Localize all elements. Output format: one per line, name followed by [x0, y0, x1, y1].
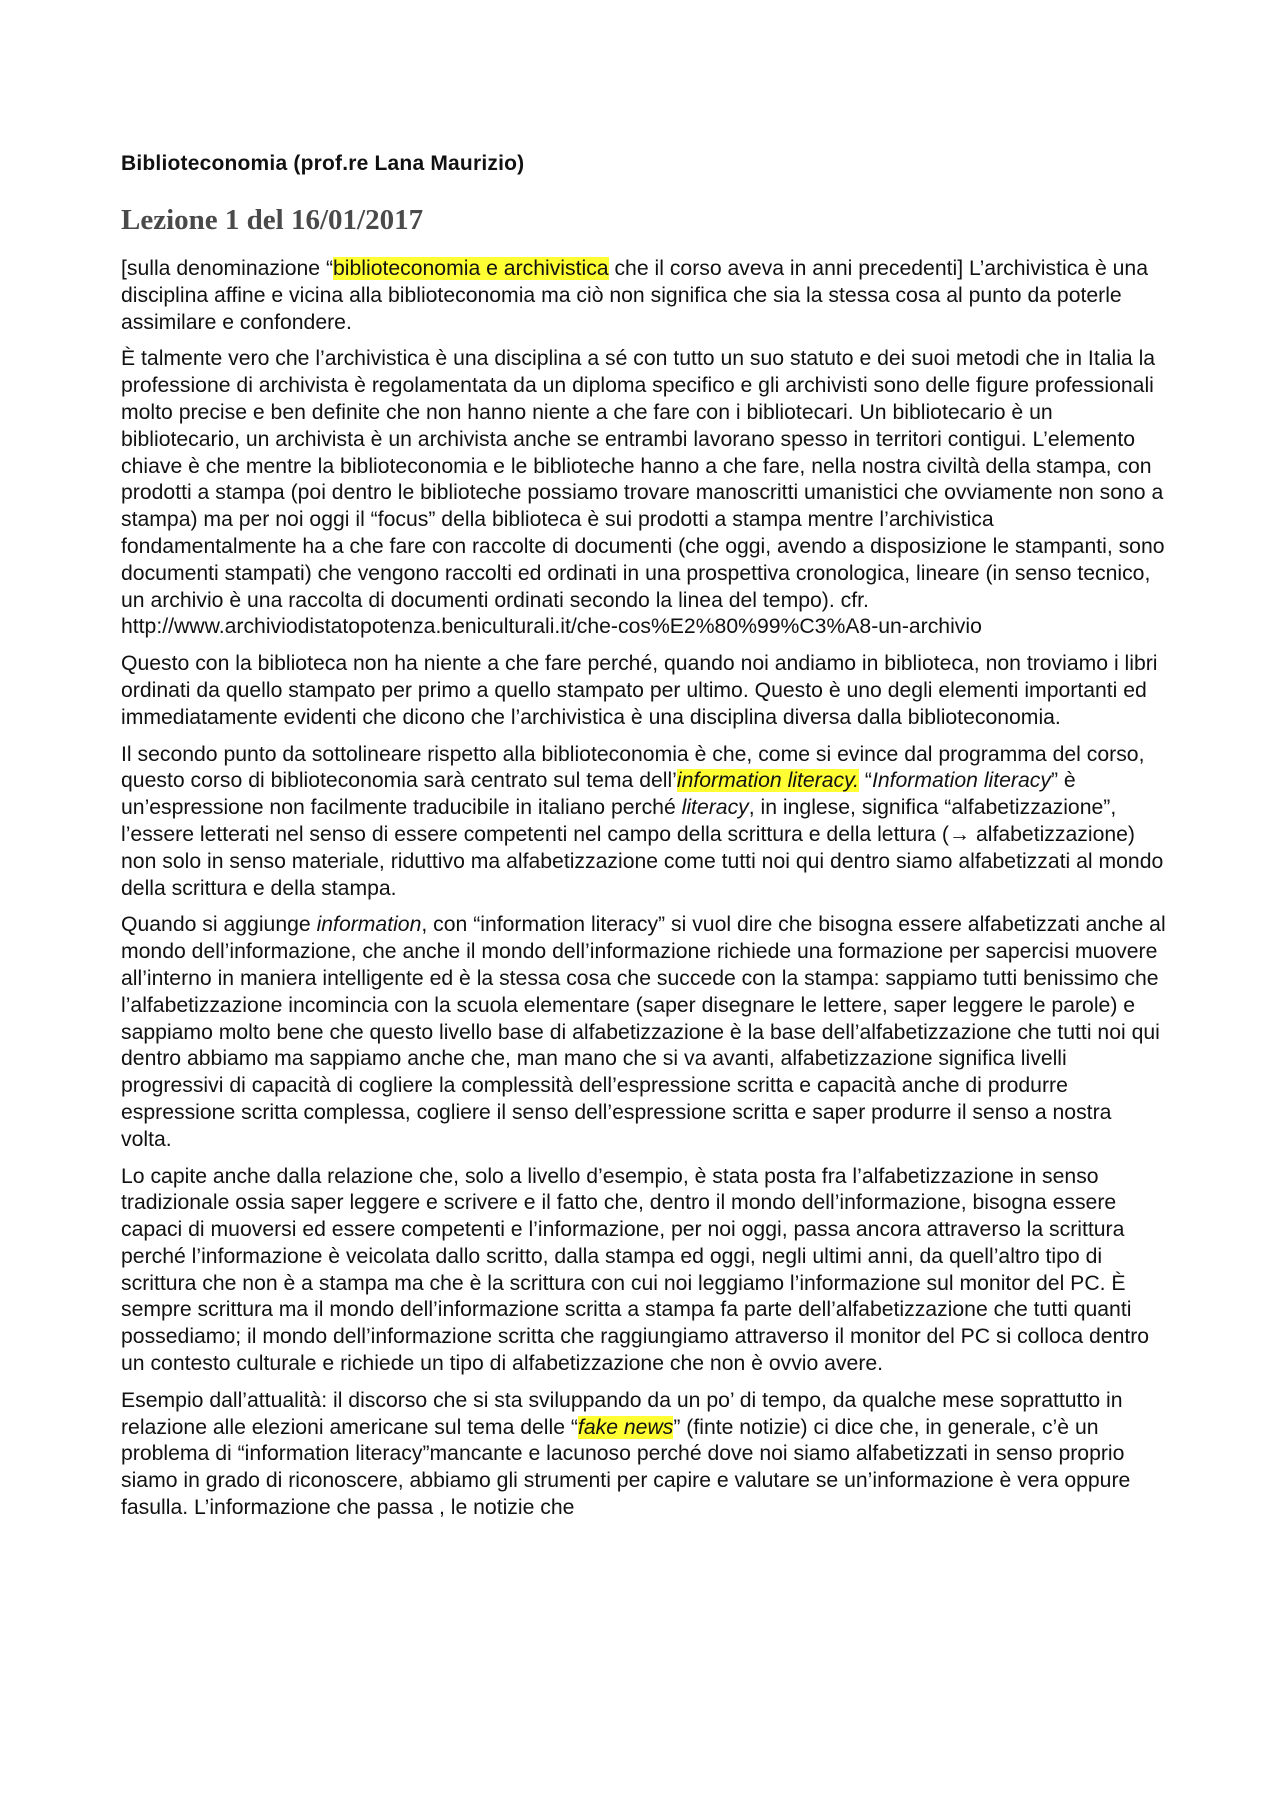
paragraph-3: Questo con la biblioteca non ha niente a che fare perché, quando noi andiamo in biblioteca, non troviamo i libri ordinati da quello stampato per primo a quello stampato per ultimo. Questo è uno degli elementi importanti ed immediatamente evidenti che dicono che l’archivistica è una disciplina diversa dalla biblioteconomia. [121, 652, 1158, 729]
paragraph-2: È talmente vero che l’archivistica è una disciplina a sé con tutto un suo statuto e dei suoi metodi che in Italia la professione di archivista è regolamentata da un diploma specifico e gli archivisti sono delle figure professionali molto precise e ben definite che non hanno niente a che fare con i bibliotecari. Un bibliotecario è un bibliotecario, un archivista è un archivista anche se entrambi lavorano spesso in territori contigui. L’elemento chiave è che mentre la biblioteconomia e le biblioteche hanno a che fare, nella nostra civiltà della stampa, con prodotti a stampa (poi dentro le biblioteche possiamo trovare manoscritti umanistici che ovviamente non sono a stampa) ma per noi oggi il “focus” della biblioteca è sui prodotti a stampa mentre l’archivistica fondamentalmente ha a che fare con raccolte di documenti (che oggi, avendo a disposizione le stampanti, sono documenti stampati) che vengono raccolti ed ordinati in una prospettiva cronologica, lineare (in senso tecnico, un archivio è una raccolta di documenti ordinati secondo la linea del tempo). cfr. http://www.archiviodistatopotenza.beniculturali.it/che-cos%E2%80%99%C3%A8-un-archivio [121, 347, 1165, 639]
paragraph-7 [121, 1388, 1166, 1522]
p4-text-d: , in inglese, significa “alfabetizzazione”, l’essere letterati nel senso di essere competenti nel campo della scrittura e della lettura (→ alfabetizzazione) non solo in senso materiale, riduttivo ma alfabetizzazione come tutti noi qui dentro siamo alfabetizzati al mondo della scrittura e della stampa. [121, 796, 1164, 900]
p7-text-b: ” (finte notizie) ci dice che, in generale, c’è un problema di “information literacy”mancante e lacunoso perché dove noi siamo alfabetizzati in senso proprio siamo in grado di riconoscere, abbiamo gli strumenti per capire e valutare se un’informazione è vera oppure fasulla. L’informazione che passa , le notizie che [121, 1415, 1131, 1520]
p4-text-c: ” è un’espressione non facilmente traducibile in italiano perché [121, 769, 1076, 820]
p4-text-a: Il secondo punto da sottolineare rispetto alla biblioteconomia è che, come si evince dal programma del corso, questo corso di biblioteconomia sarà centrato sul tema dell’ [121, 742, 1145, 793]
paragraph-4 [121, 742, 1166, 903]
lesson-title: Lezione 1 del 16/01/2017 [121, 204, 424, 236]
p5-text-a: Quando si aggiunge [121, 913, 317, 937]
p7-highlight: fake news [577, 1415, 674, 1439]
p5-italic: information [316, 913, 422, 937]
p5-text-b: , con “information literacy” si vuol dire che bisogna essere alfabetizzati anche al mondo dell’informazione, che anche il mondo dell’informazione richiede una formazione per sapercisi muovere all’interno in maniera intelligente ed è la stessa cosa che succede con la stampa: sappiamo tutti benissimo che l’alfabetizzazione incomincia con la scuola elementare (saper disegnare le lettere, saper leggere le parole) e sappiamo molto bene che questo livello base di alfabetizzazione è la base dell’alfabetizzazione che tutti noi qui dentro abbiamo ma sappiamo anche che, man mano che si va avanti, alfabetizzazione significa livelli progressivi di capacità di cogliere la complessità dell’espressione scritta e capacità anche di produrre espressione scritta complessa, cogliere il senso dell’espressione scritta e saper produrre il senso a nostra volta. [121, 913, 1166, 1151]
p4-italic-2: literacy [681, 796, 749, 820]
paragraph-1 [121, 256, 1166, 336]
p1-highlight: biblioteconomia e archivistica [333, 257, 609, 280]
p7-text-a: Esempio dall’attualità: il discorso che si sta sviluppando da un po’ di tempo, da qualche mese soprattutto in relazione alle elezioni americane sul tema delle “ [121, 1388, 1123, 1439]
paragraph-5 [121, 912, 1166, 1153]
course-title: Biblioteconomia (prof.re Lana Maurizio) [121, 152, 525, 175]
p1-text-b: che il corso aveva in anni precedenti] L’archivistica è una disciplina affine e vicina alla biblioteconomia ma ciò non significa che sia la stessa cosa al punto da poterle assimilare e confondere. [121, 257, 1148, 334]
paragraph-6: Lo capite anche dalla relazione che, solo a livello d’esempio, è stata posta fra l’alfabetizzazione in senso tradizionale ossia saper leggere e scrivere e il fatto che, dentro il mondo dell’informazione, bisogna essere capaci di muoversi ed essere competenti e l’informazione, per noi oggi, passa ancora attraverso la scrittura perché l’informazione è veicolata dallo scritto, dalla stampa ed oggi, negli ultimi anni, da quell’altro tipo di scrittura che non è a stampa ma che è la scrittura con cui noi leggiamo l’informazione sul monitor del PC. È sempre scrittura ma il mondo dell’informazione scritta a stampa fa parte dell’alfabetizzazione che tutti quanti possediamo; il mondo dell’informazione scritta che raggiungiamo attraverso il monitor del PC si colloca dentro un contesto culturale e richiede un tipo di alfabetizzazione che non è ovvio avere. [121, 1164, 1150, 1376]
p4-italic-1: Information literacy [871, 769, 1051, 793]
p1-text-a: [sulla denominazione “ [121, 257, 333, 280]
p4-text-b: “ [859, 769, 872, 793]
p4-highlight: information literacy. [676, 769, 860, 793]
document-page [121, 150, 1166, 1532]
